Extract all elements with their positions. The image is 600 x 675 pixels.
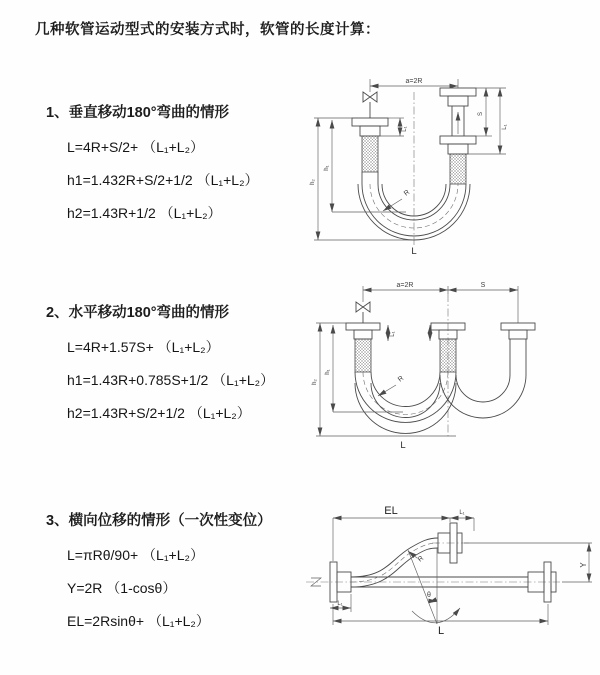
- dim-a2r-label: a=2R: [405, 78, 423, 85]
- diagram-horizontal-180-bend: [308, 280, 600, 452]
- dim-el: [333, 505, 450, 561]
- dim-l1: [388, 325, 430, 341]
- formula-l: L=πRθ/90+ （L₁+L₂）: [67, 547, 204, 563]
- radius-label: R: [416, 554, 426, 564]
- angle-construction: [408, 548, 460, 624]
- dim-a2r: [370, 78, 458, 92]
- formula-h2: h2=1.43R+1/2 （L₁+L₂）: [67, 205, 222, 221]
- formula-l: L=4R+1.57S+ （L₁+L₂）: [67, 339, 220, 355]
- dim-h1-label: h₁: [325, 369, 331, 375]
- formula-y: Y=2R （1-cosθ）: [67, 580, 177, 596]
- dim-a2r-label: a=2R: [396, 282, 414, 289]
- hose-bend-position2: [440, 375, 526, 418]
- dim-l1-top-label: L₁: [459, 510, 465, 516]
- section-horizontal-movement: [46, 301, 321, 430]
- dim-l1-left: [380, 118, 408, 136]
- right-pipe-assembly: [440, 88, 476, 184]
- formula-h2: h2=1.43R+S/2+1/2 （L₁+L₂）: [67, 405, 251, 421]
- section3-heading: 3、横向位移的情形（一次性变位）: [46, 513, 272, 529]
- dim-y-label: Y: [579, 562, 588, 568]
- dim-l1-label: L₁: [390, 331, 396, 337]
- dim-el-label: EL: [384, 505, 398, 517]
- angle-theta-label: θ: [427, 592, 431, 599]
- formula-l: L=4R+S/2+ （L₁+L₂）: [67, 139, 205, 155]
- section2-heading: 2、水平移动180°弯曲的情形: [46, 305, 230, 321]
- left-pipe-assembly: [346, 323, 380, 372]
- dim-l: [333, 604, 548, 637]
- diagram-lateral-displacement: [298, 498, 600, 646]
- dim-l1-left-label: L₁: [402, 126, 408, 132]
- s-curve-hose-displaced: [351, 538, 438, 587]
- formula-h1: h1=1.432R+S/2+1/2 （L₁+L₂）: [67, 172, 259, 188]
- length-label: L: [400, 440, 406, 451]
- formula-h1: h1=1.43R+0.785S+1/2 （L₁+L₂）: [67, 372, 275, 388]
- dim-l-label: L: [437, 625, 445, 637]
- dim-l1-right-label: L₁: [502, 124, 508, 130]
- radius-label: R: [396, 374, 406, 384]
- dim-s-label: S: [480, 282, 486, 289]
- right-pipe-assembly: [501, 323, 535, 375]
- formula-el: EL=2Rsinθ+ （L₁+L₂）: [67, 613, 210, 629]
- section-vertical-movement: [46, 101, 321, 230]
- dim-h1-label: h₁: [324, 165, 330, 171]
- dim-l1-top: [450, 510, 474, 531]
- section1-heading: 1、垂直移动180°弯曲的情形: [46, 105, 230, 121]
- dim-h2-label: h₂: [312, 379, 318, 385]
- dim-l1-bottom-label: L₁: [337, 601, 343, 607]
- dim-h2: [312, 323, 456, 436]
- middle-pipe-assembly: [431, 323, 465, 372]
- valve-icon: [363, 92, 377, 118]
- radius-label: R: [402, 188, 412, 198]
- dim-s-label: S: [478, 111, 484, 117]
- dim-h2-label: h₂: [310, 179, 316, 185]
- page-title: 几种软管运动型式的安装方式时，软管的长度计算：: [35, 22, 380, 38]
- section-lateral-displacement: [46, 509, 321, 638]
- dim-s: [448, 282, 518, 290]
- diagram-vertical-180-bend: [308, 72, 593, 257]
- length-label: L: [411, 246, 417, 257]
- left-pipe-assembly: [352, 118, 388, 172]
- valve-icon: [356, 302, 370, 323]
- radius-leader: [378, 375, 405, 396]
- dim-a2r: [363, 282, 518, 323]
